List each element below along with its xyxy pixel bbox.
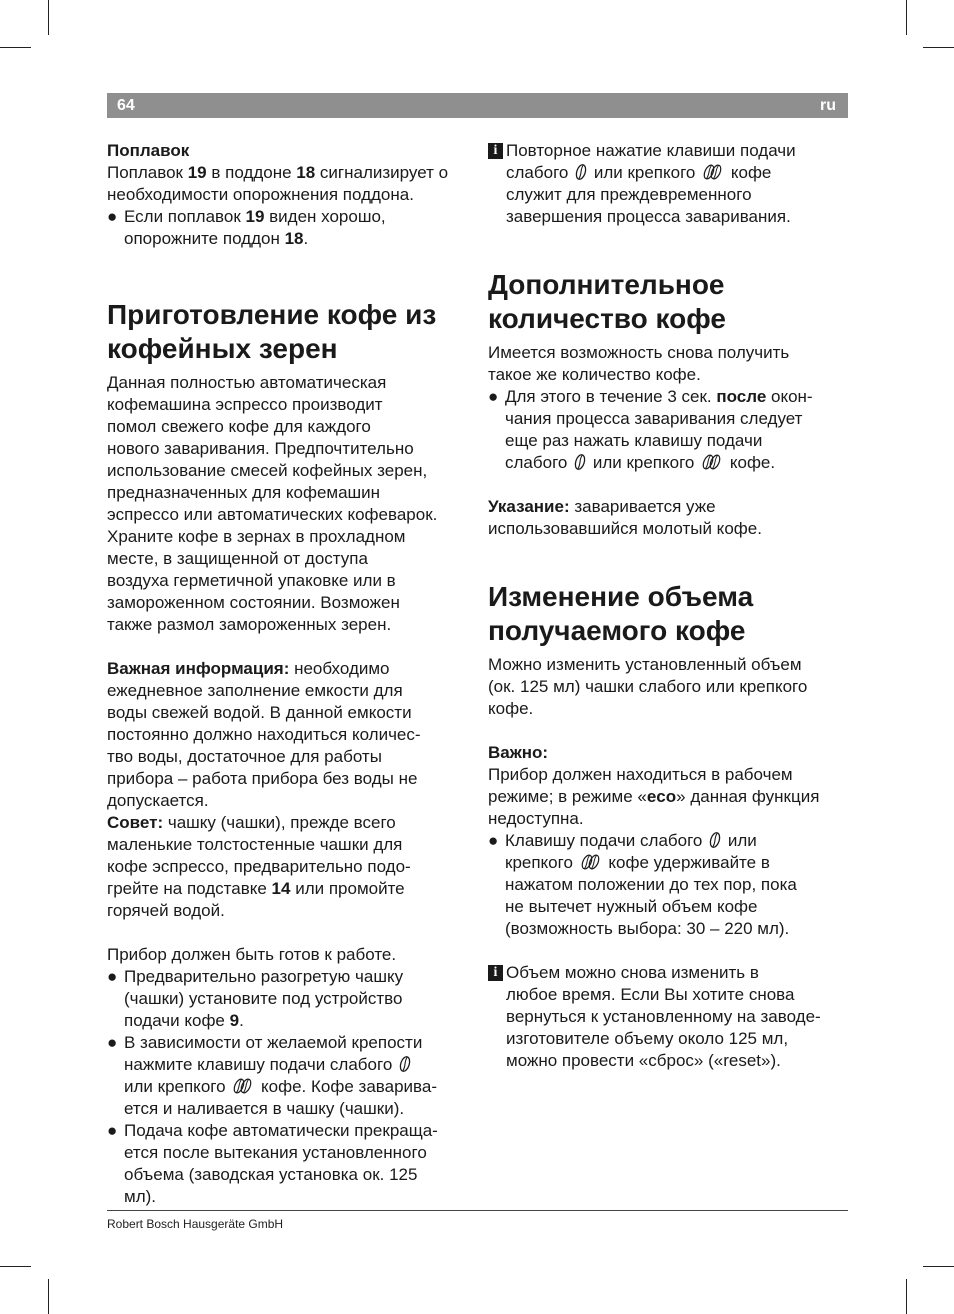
crop-mark bbox=[48, 0, 49, 35]
bullet-icon: ● bbox=[107, 967, 118, 986]
beans-paragraph: Данная полностью автоматическая кофемашина эспрессо производит помол свежего кофе для каждого нового заваривания. Предпочтительно использование смесей кофейных зерен, предназначенных для кофемашин эспрессо или автоматических кофеварок. Храните кофе в зернах в прохладном месте, в защищенной от доступа воздуха герметичной упаковке или в замороженном состоянии. Возможен также размол замороженных зерен. bbox=[107, 373, 438, 634]
bullet-icon: ● bbox=[107, 1033, 118, 1052]
list-item: ● Подача кофе автоматически прекраща- ется после вытекания установленного объема (заводская установка ок. 125 мл). bbox=[107, 1121, 438, 1206]
double-bean-icon bbox=[701, 453, 723, 471]
language-code: ru bbox=[820, 97, 836, 114]
volume-paragraph: Можно изменить установленный объем (ок. 125 мл) чашки слабого или крепкого кофе. bbox=[488, 655, 808, 718]
crop-mark bbox=[923, 47, 954, 48]
note-paragraph: Указание: заваривается уже использовавшийся молотый кофе. bbox=[488, 497, 762, 538]
double-bean-icon bbox=[580, 853, 602, 871]
list-item: ● В зависимости от желаемой крепости нажмите клавишу подачи слабого или крепкого кофе. Кофе заварива- ется и наливается в чашку (чашки). bbox=[107, 1033, 437, 1118]
crop-mark bbox=[906, 0, 907, 35]
extra-text: Имеется возможность снова получить bbox=[488, 343, 790, 362]
single-bean-icon bbox=[575, 163, 587, 181]
list-item: ● Клавишу подачи слабого или крепкого кофе удерживайте в нажатом положении до тех пор, пока не вытечет нужный объем кофе (возможность выбора: 30 – 220 мл). bbox=[488, 831, 797, 938]
double-bean-icon bbox=[702, 163, 724, 181]
important-paragraph: Важная информация: необходимо ежедневное заполнение емкости для воды свежей водой. В данной емкости постоянно должно находиться количес- тво воды, достаточное для работы прибора – работа прибора без воды не допускается. bbox=[107, 659, 421, 810]
single-bean-icon bbox=[574, 453, 586, 471]
bullet-icon: ● bbox=[107, 1121, 118, 1140]
extra-text: такое же количество кофе. bbox=[488, 365, 701, 384]
page-header-bar bbox=[107, 93, 848, 118]
float-paragraph: Поплавок 19 в поддоне 18 сигнализирует о необходимости опорожнения поддона. bbox=[107, 163, 449, 204]
float-heading: Поплавок bbox=[107, 141, 190, 160]
bullet-icon: ● bbox=[488, 387, 499, 406]
left-column bbox=[107, 140, 469, 1208]
crop-mark bbox=[48, 1279, 49, 1314]
right-column bbox=[488, 140, 850, 1072]
info-icon: i bbox=[488, 143, 503, 159]
info-icon: i bbox=[488, 965, 503, 981]
float-bullet: ● Если поплавок 19 виден хорошо, опорожните поддон 18. bbox=[107, 207, 386, 248]
page-number: 64 bbox=[117, 97, 135, 114]
crop-mark bbox=[0, 47, 31, 48]
footer-company: Robert Bosch Hausgeräte GmbH bbox=[107, 1217, 284, 1231]
single-bean-icon bbox=[399, 1055, 411, 1073]
section-heading-extra: Дополнительное количество кофе bbox=[488, 269, 726, 334]
bullet-icon: ● bbox=[107, 207, 118, 226]
section-heading-beans: Приготовление кофе из кофейных зерен bbox=[107, 299, 437, 364]
list-item: ● Для этого в течение 3 сек. после окон- чания процесса заваривания следует еще раз нажать клавишу подачи слабого или крепкого кофе. bbox=[488, 387, 813, 472]
info-note-reset: i Объем можно снова изменить в любое время. Если Вы хотите снова вернуться к установленному на заводе- изготовителе объему около 125 мл, можно провести «сброс» («reset»). bbox=[488, 962, 850, 1072]
footer-divider bbox=[107, 1210, 848, 1211]
important-heading: Важно: bbox=[488, 743, 549, 762]
single-bean-icon bbox=[709, 831, 721, 849]
crop-mark bbox=[923, 1266, 954, 1267]
bullet-icon: ● bbox=[488, 831, 499, 850]
tip-paragraph: Совет: чашку (чашки), прежде всего маленькие толстостенные чашки для кофе эспрессо, предварительно подо- грейте на подставке 14 или промойте горячей водой. bbox=[107, 813, 411, 920]
section-heading-volume: Изменение объема получаемого кофе bbox=[488, 581, 754, 646]
info-note-repeat: i Повторное нажатие клавиши подачи слабого или крепкого кофе служит для преждевременного завершения процесса заваривания. bbox=[488, 140, 850, 228]
list-item: ● Предварительно разогретую чашку (чашки) установите под устройство подачи кофе 9. bbox=[107, 967, 404, 1030]
ready-text: Прибор должен быть готов к работе. bbox=[107, 945, 397, 964]
crop-mark bbox=[0, 1266, 31, 1267]
important-text: Прибор должен находиться в рабочем режиме; в режиме «eco» данная функция недоступна. bbox=[488, 765, 820, 828]
double-bean-icon bbox=[232, 1077, 254, 1095]
crop-mark bbox=[906, 1279, 907, 1314]
